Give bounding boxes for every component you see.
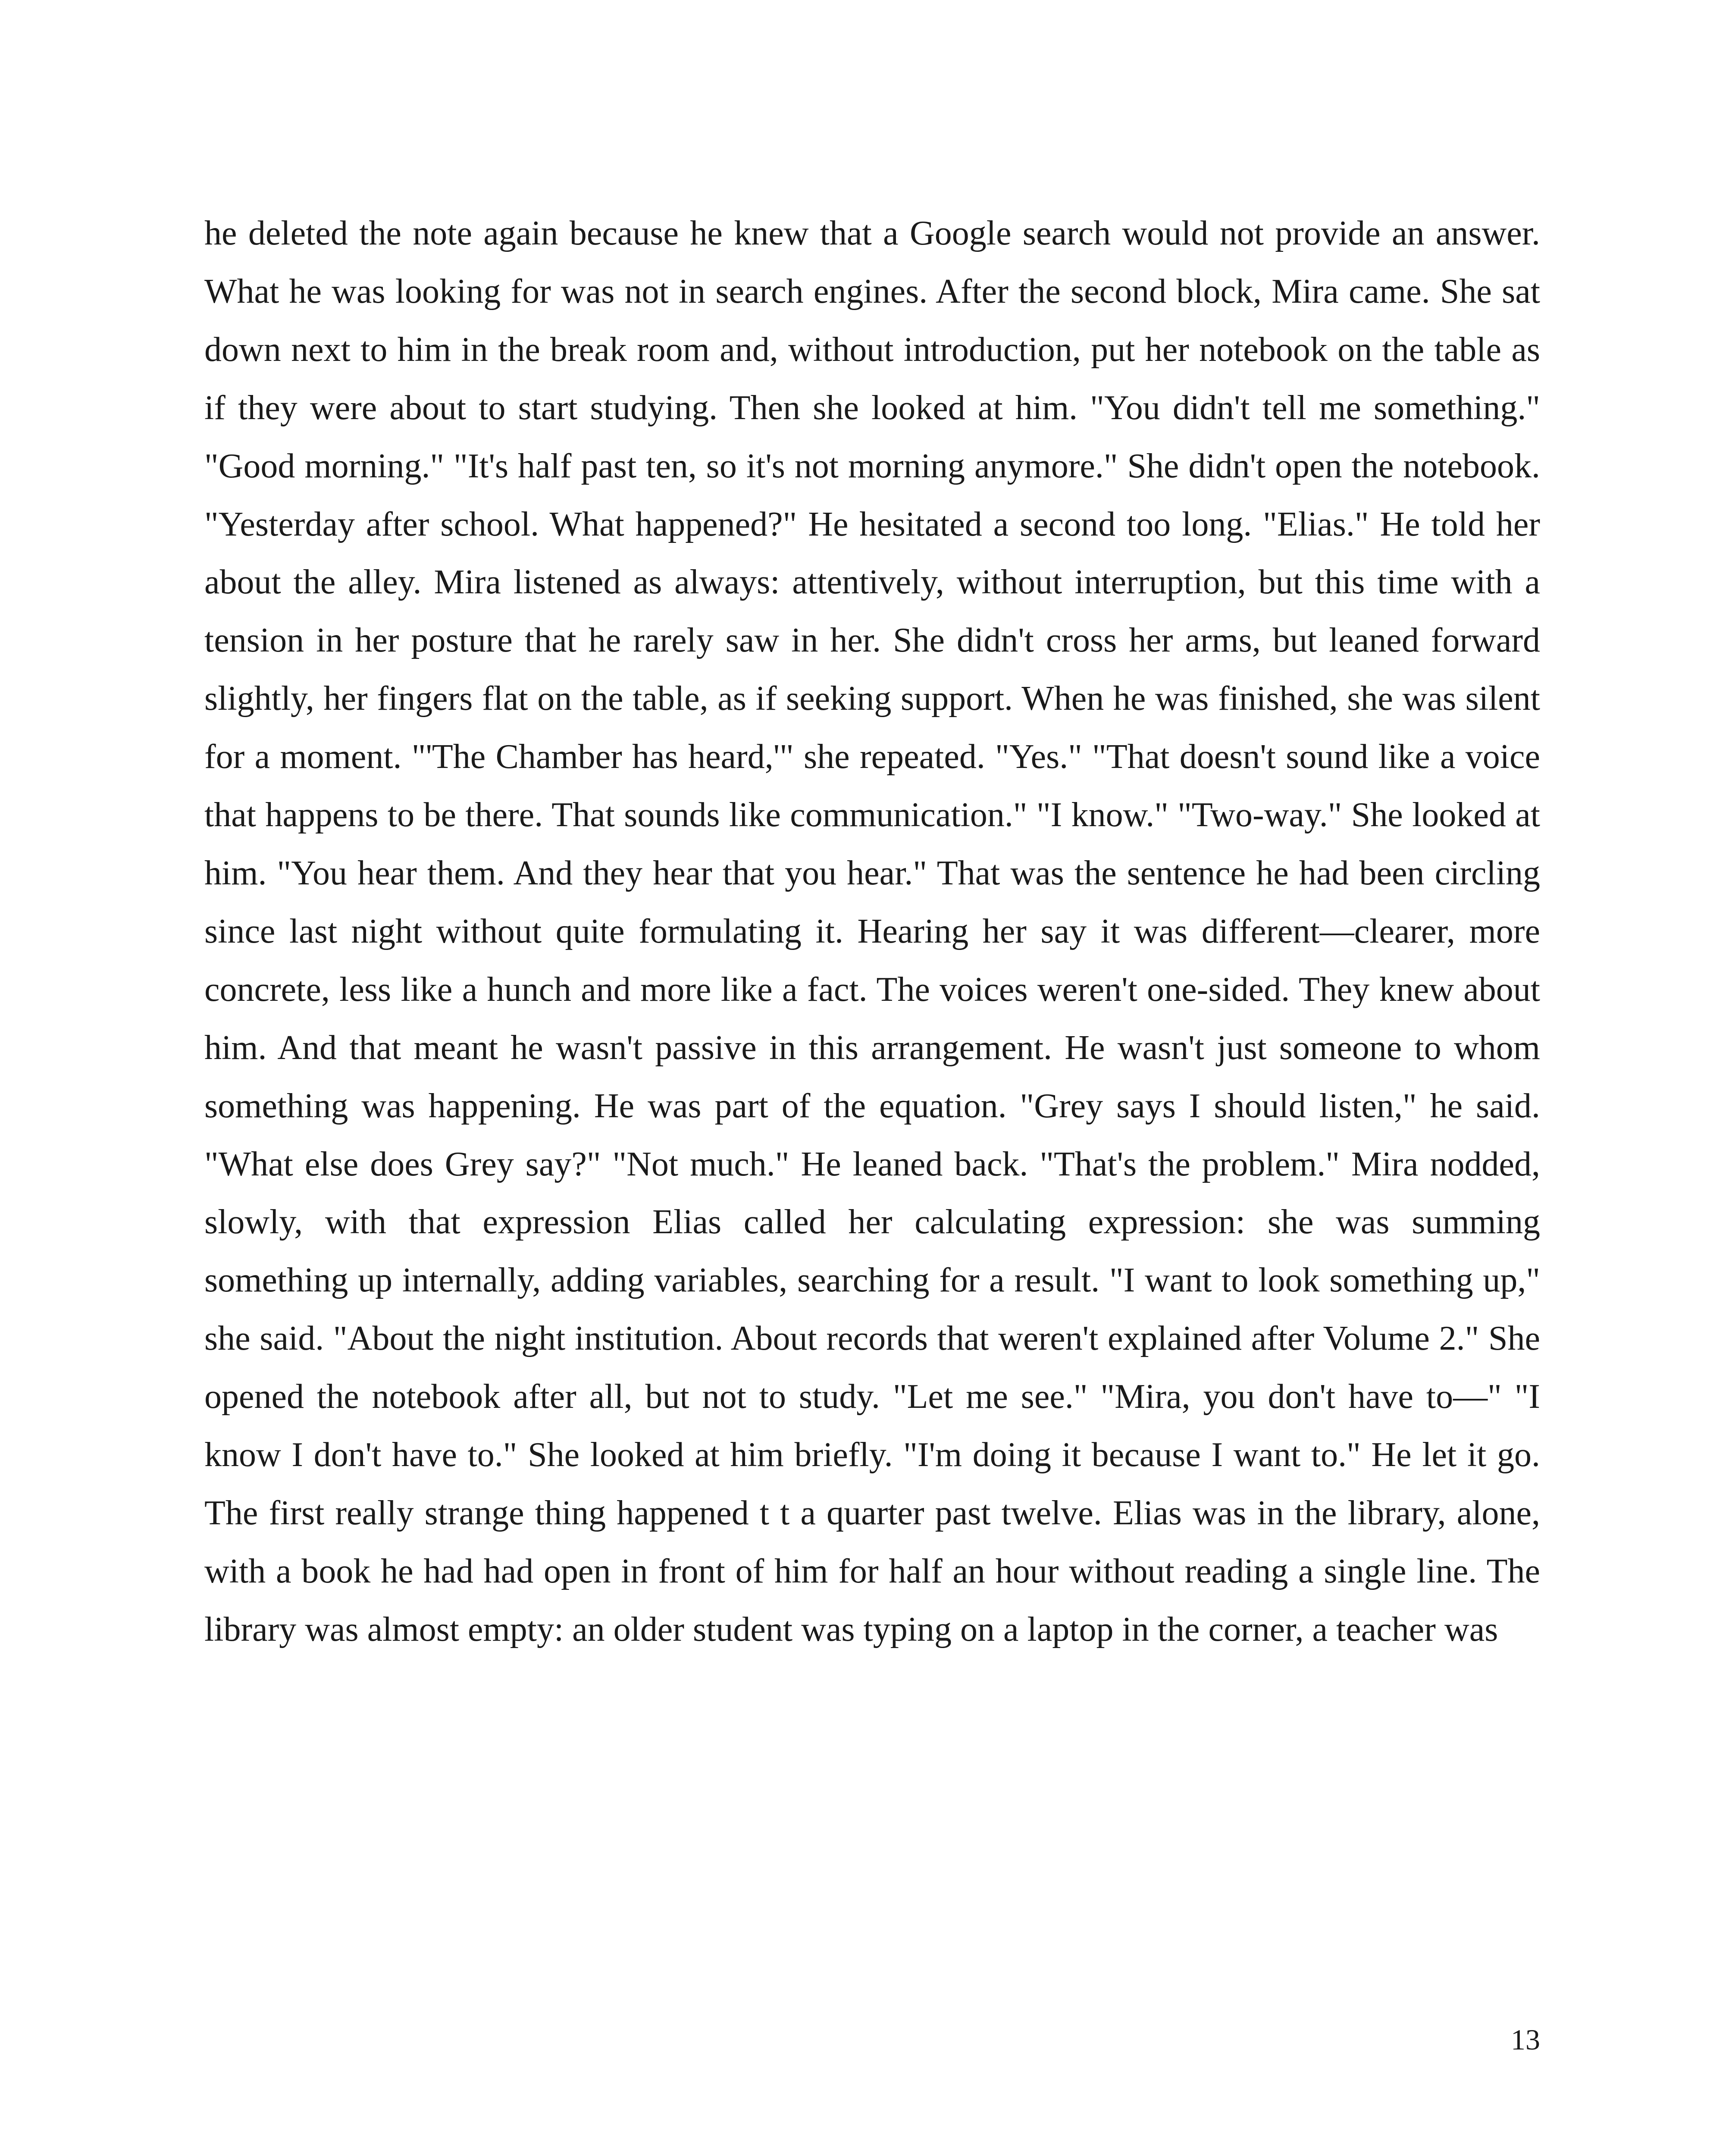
- body-paragraph: he deleted the note again because he knew that a Google search would not provide an answer. What he was looking for was not in search engines. After the second block, Mira came. She sat down next to him in the break room and, without introduction, put her notebook on the table as if they were about to start studying. Then she looked at him. "You didn't tell me something." "Good morning." "It's half past ten, so it's not morning anymore." She didn't open the notebook. "Yesterday after school. What happened?" He hesitated a second too long. "Elias." He told her about the alley. Mira listened as always: attentively, without interruption, but this time with a tension in her posture that he rarely saw in her. She didn't cross her arms, but leaned forward slightly, her fingers flat on the table, as if seeking support. When he was finished, she was silent for a moment. "'The Chamber has heard,'" she repeated. "Yes." "That doesn't sound like a voice that happens to be there. That sounds like communication." "I know." "Two-way." She looked at him. "You hear them. And they hear that you hear." That was the sentence he had been circling since last night without quite formulating it. Hearing her say it was different—clearer, more concrete, less like a hunch and more like a fact. The voices weren't one-sided. They knew about him. And that meant he wasn't passive in this arrangement. He wasn't just someone to whom something was happening. He was part of the equation. "Grey says I should listen," he said. "What else does Grey say?" "Not much." He leaned back. "That's the problem." Mira nodded, slowly, with that expression Elias called her calculating expression: she was summing something up internally, adding variables, searching for a result. "I want to look something up," she said. "About the night institution. About records that weren't explained after Volume 2." She opened the notebook after all, but not to study. "Let me see." "Mira, you don't have to—" "I know I don't have to." She looked at him briefly. "I'm doing it because I want to." He let it go. The first really strange thing happened t t a quarter past twelve. Elias was in the library, alone, with a book he had had open in front of him for half an hour without reading a single line. The library was almost empty: an older student was typing on a laptop in the corner, a teacher was: [204, 214, 1540, 1648]
- page-number: 13: [1511, 2023, 1540, 2056]
